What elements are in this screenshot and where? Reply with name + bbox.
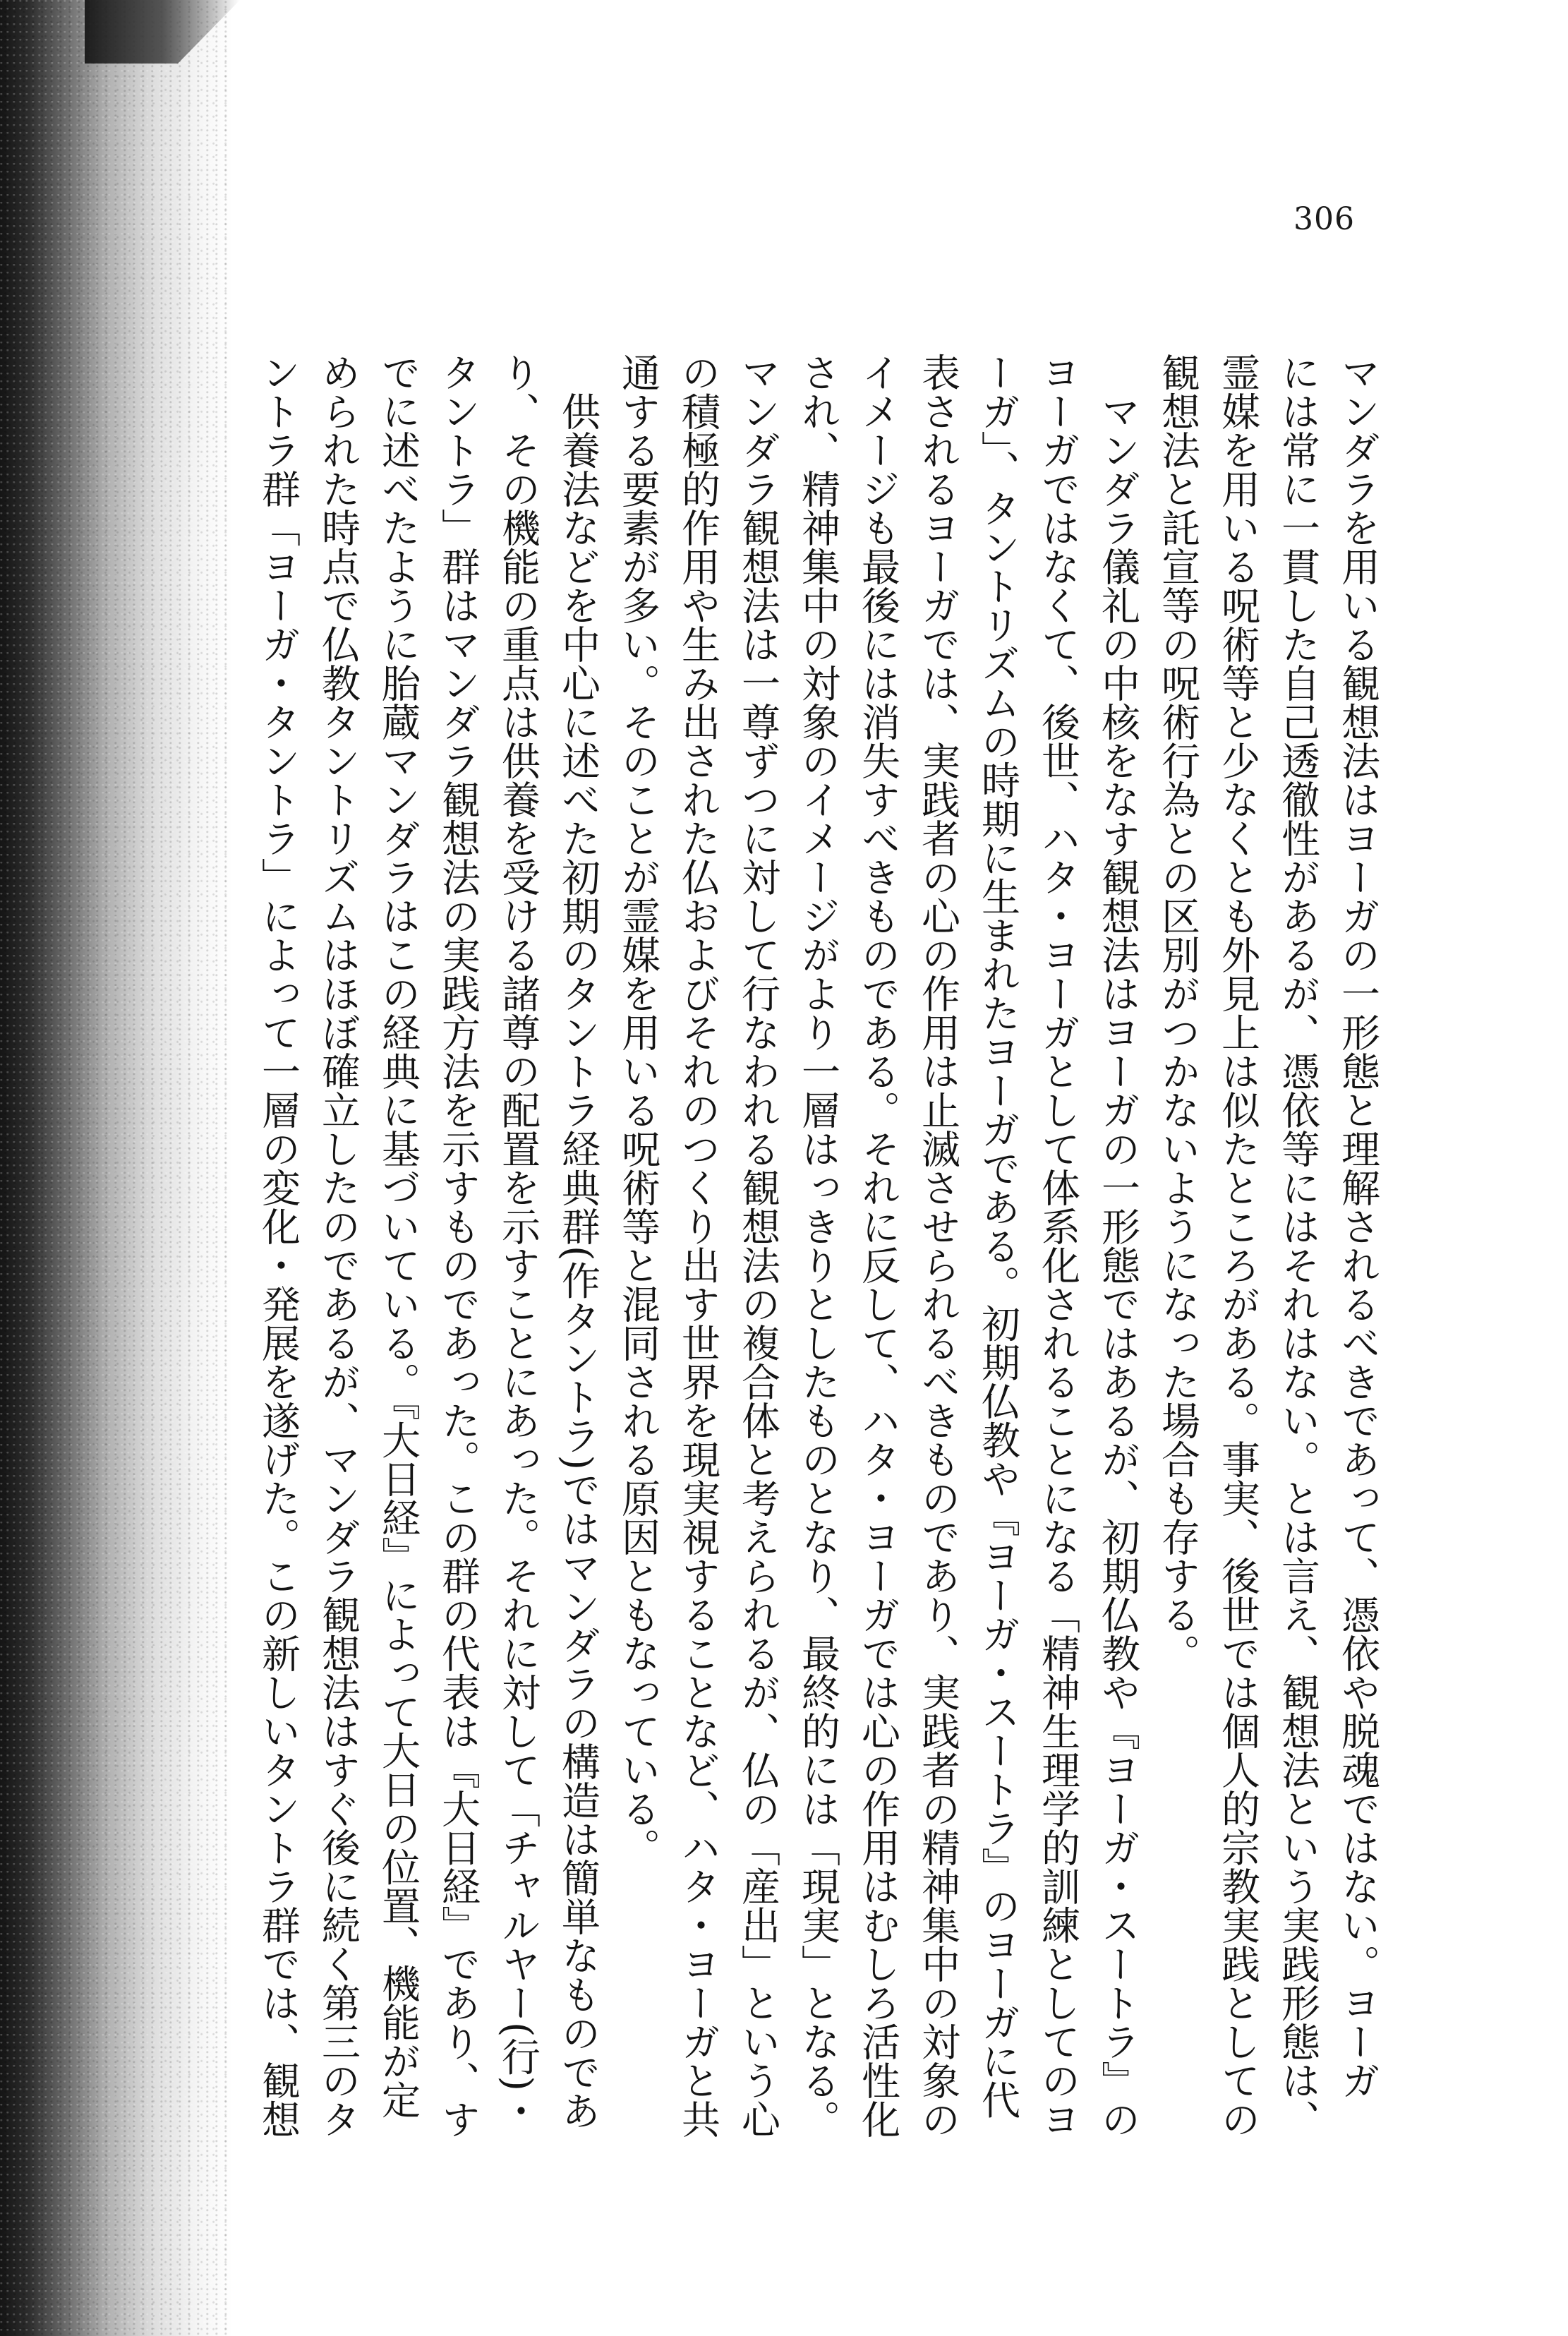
text-line: 供養法などを中心に述べた初期のタントラ経典群(作タントラ)ではマンダラの構造は簡単なものであ xyxy=(555,353,601,2130)
page-number: 306 xyxy=(1293,201,1355,237)
text-line: イメージも最後には消失すべきものである。それに反して、ハタ・ヨーガでは心の作用はむしろ活性化 xyxy=(855,353,900,2138)
text-line: タントラ」群はマンダラ観想法の実践方法を示すものであった。この群の代表は『大日経』であり、す xyxy=(435,353,481,2138)
text-line: ーガ」、タントリズムの時期に生まれたヨーガである。初期仏教や『ヨーガ・スートラ』のヨーガに代 xyxy=(975,353,1020,2119)
text-line: 通する要素が多い。そのことが霊媒を用いる呪術等と混同される原因ともなっている。 xyxy=(615,353,661,1867)
text-line: でに述べたように胎蔵マンダラはこの経典に基づいている。『大日経』によって大日の位置、機能が定 xyxy=(375,353,421,2119)
text-line: められた時点で仏教タントリズムはほぼ確立したのであるが、マンダラ観想法はすぐ後に続く第三のタ xyxy=(315,353,361,2138)
text-line: マンダラ観想法は一尊ずつに対して行なわれる観想法の複合体と考えられるが、仏の「産出」という心 xyxy=(735,353,780,2138)
text-line: 表されるヨーガでは、実践者の心の作用は止滅させられるべきものであり、実践者の精神集中の対象の xyxy=(915,353,960,2138)
text-line: 霊媒を用いる呪術等と少なくとも外見上は似たところがある。事実、後世では個人的宗教実践としての xyxy=(1215,353,1260,2138)
text-line: 観想法と託宣等の呪術行為との区別がつかないようになった場合も存する。 xyxy=(1155,353,1200,1673)
text-line: ヨーガではなくて、後世、ハタ・ヨーガとして体系化されることになる「精神生理学的訓練としてのヨ xyxy=(1035,353,1080,2138)
text-line: マンダラを用いる観想法はヨーガの一形態と理解されるべきであって、憑依や脱魂ではない。ヨーガ xyxy=(1335,353,1380,2100)
text-line: マンダラ儀礼の中核をなす観想法はヨーガの一形態ではあるが、初期仏教や『ヨーガ・スートラ』の xyxy=(1095,353,1140,2138)
text-line: り、その機能の重点は供養を受ける諸尊の配置を示すことにあった。それに対して「チャルヤー(行)・ xyxy=(495,353,541,2130)
text-line: され、精神集中の対象のイメージがより一層はっきりとしたものとなり、最終的には「現実」となる。 xyxy=(795,353,840,2138)
text-line: ントラ群「ヨーガ・タントラ」によって一層の変化・発展を遂げた。この新しいタントラ群では、観想 xyxy=(255,353,301,2138)
body-text-vertical xyxy=(167,353,1387,2258)
text-line: には常に一貫した自己透徹性があるが、憑依等にはそれはない。とは言え、観想法という実践形態は、 xyxy=(1275,353,1320,2138)
text-line: の積極的作用や生み出された仏およびそれのつくり出す世界を現実視することなど、ハタ・ヨーガと共 xyxy=(675,353,720,2138)
